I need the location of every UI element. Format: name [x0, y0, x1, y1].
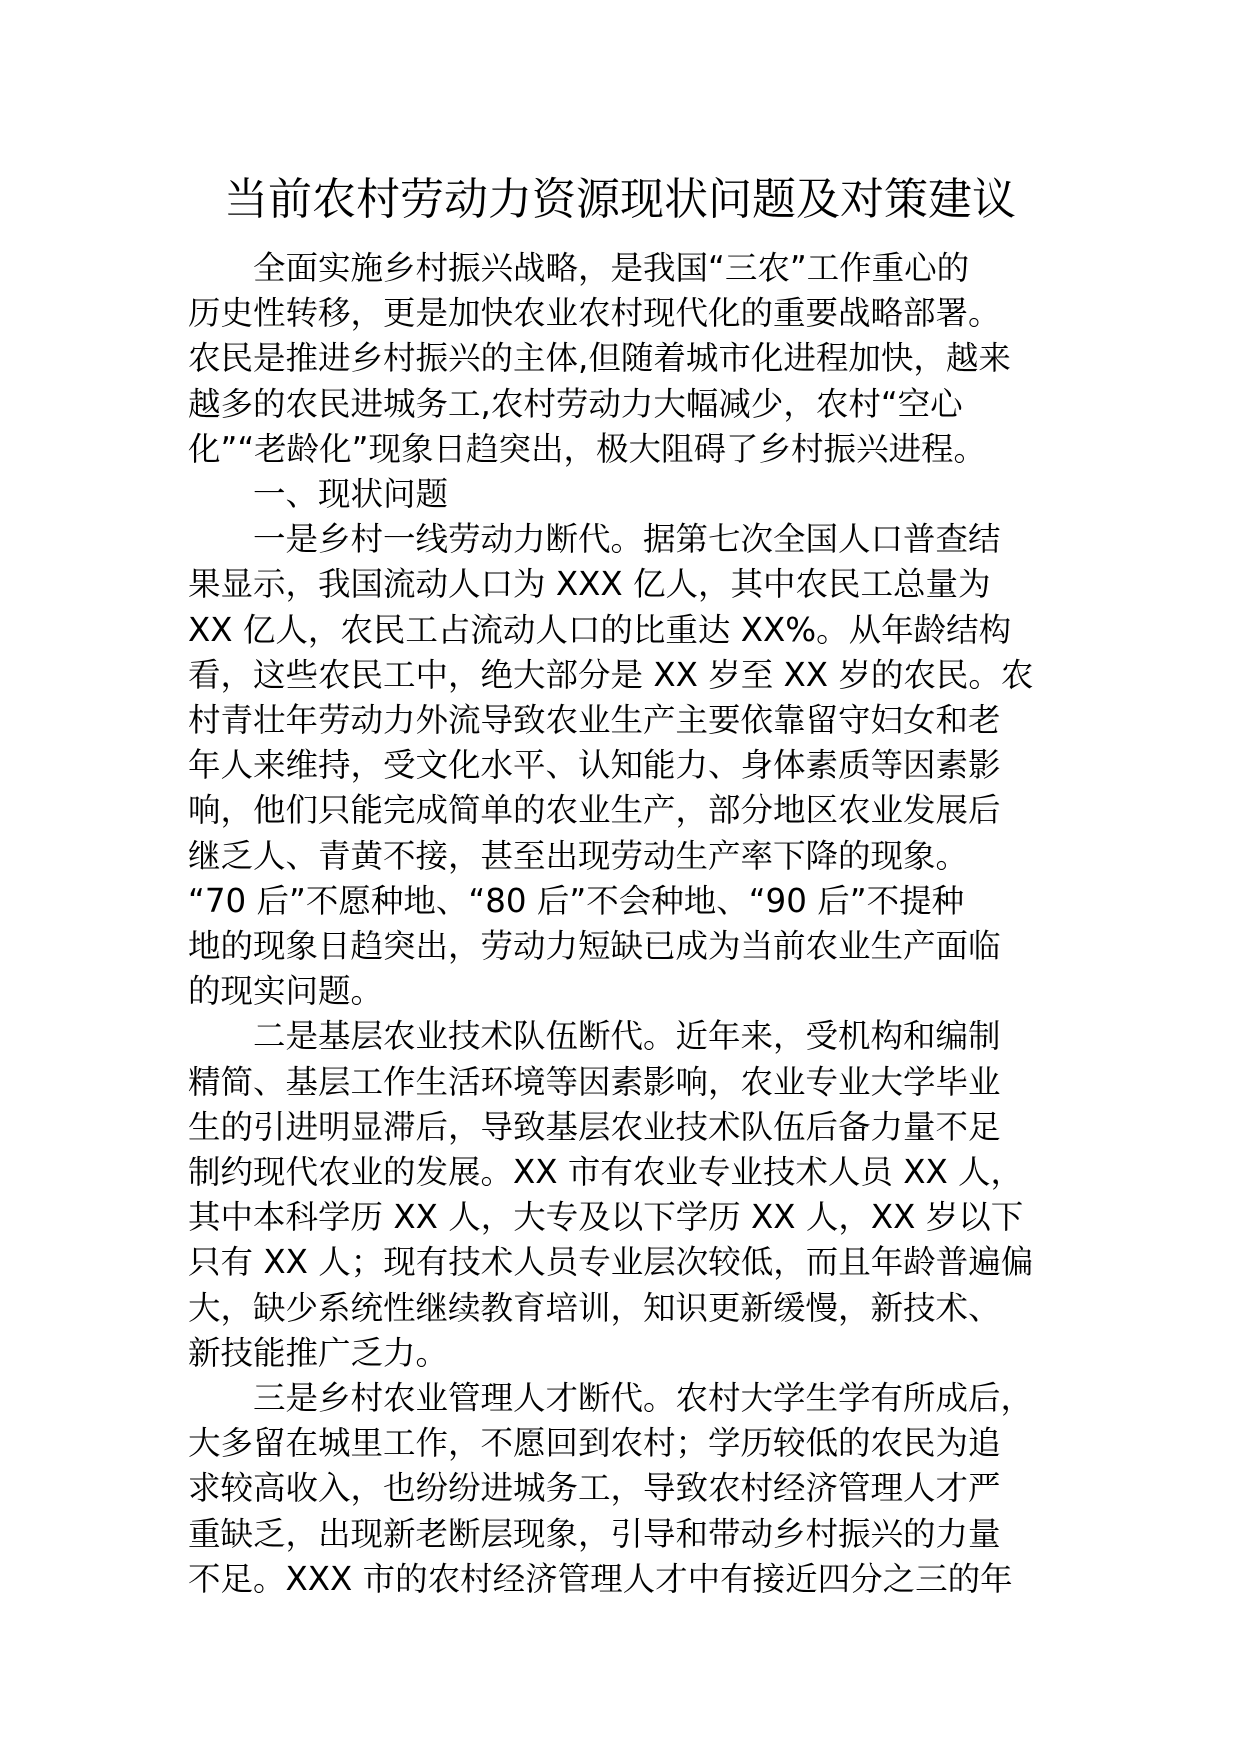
text-line: 制约现代农业的发展。XX 市有农业专业技术人员 XX 人，	[188, 1153, 1024, 1192]
text-line: 继乏人、青黄不接，甚至出现劳动生产率下降的现象。	[188, 836, 969, 875]
text-line: “70 后”不愿种地、“80 后”不会种地、“90 后”不提种	[188, 881, 965, 920]
text-line: 求较高收入，也纷纷进城务工，导致农村经济管理人才严	[188, 1469, 1001, 1508]
text-line: 农民是推进乡村振兴的主体,但随着城市化进程加快，越来	[188, 339, 1011, 378]
text-line: 只有 XX 人；现有技术人员专业层次较低，而且年龄普遍偏	[188, 1243, 1034, 1282]
text-line: 二是基层农业技术队伍断代。近年来，受机构和编制	[253, 1017, 1001, 1056]
paragraph-tech-team	[188, 1014, 1073, 1376]
text-line: 看，这些农民工中，绝大部分是 XX 岁至 XX 岁的农民。农	[188, 655, 1034, 694]
text-line: 新技能推广乏力。	[188, 1333, 449, 1372]
text-line: 全面实施乡村振兴战略，是我国“三农”工作重心的	[253, 249, 970, 287]
paragraph-labor-gap	[188, 517, 1073, 1014]
text-line: 一、现状问题	[253, 475, 449, 514]
text-line: 大，缺少系统性继续教育培训，知识更新缓慢，新技术、	[188, 1288, 1001, 1327]
text-line: 果显示，我国流动人口为 XXX 亿人，其中农民工总量为	[188, 565, 991, 604]
text-line: 精简、基层工作生活环境等因素影响，农业专业大学毕业	[188, 1062, 1001, 1101]
text-line: 生的引进明显滞后，导致基层农业技术队伍后备力量不足	[188, 1107, 1001, 1146]
document-title: 当前农村劳动力资源现状问题及对策建议	[224, 174, 1016, 225]
text-line: 历史性转移，更是加快农业农村现代化的重要战略部署。	[188, 294, 1001, 333]
text-line: 响，他们只能完成简单的农业生产，部分地区农业发展后	[188, 791, 1001, 830]
text-line: 年人来维持，受文化水平、认知能力、身体素质等因素影	[188, 746, 1001, 785]
text-line: 大多留在城里工作，不愿回到农村；学历较低的农民为追	[188, 1424, 1001, 1463]
text-line: 地的现象日趋突出，劳动力短缺已成为当前农业生产面临	[188, 927, 1001, 966]
paragraph-management	[188, 1376, 1073, 1602]
text-line: 的现实问题。	[188, 972, 384, 1011]
paragraph-intro	[188, 246, 1073, 472]
text-line: 重缺乏，出现新老断层现象，引导和带动乡村振兴的力量	[188, 1514, 1001, 1553]
text-line: 村青壮年劳动力外流导致农业生产主要依靠留守妇女和老	[188, 701, 1001, 740]
text-line: XX 亿人，农民工占流动人口的比重达 XX%。从年龄结构	[188, 610, 1012, 649]
text-line: 越多的农民进城务工,农村劳动力大幅减少，农村“空心	[188, 384, 963, 423]
text-line: 三是乡村农业管理人才断代。农村大学生学有所成后，	[253, 1379, 1034, 1418]
text-line: 一是乡村一线劳动力断代。据第七次全国人口普查结	[253, 520, 1001, 559]
text-line: 不足。XXX 市的农村经济管理人才中有接近四分之三的年	[188, 1559, 1013, 1598]
text-line: 其中本科学历 XX 人，大专及以下学历 XX 人，XX 岁以下	[188, 1198, 1024, 1237]
text-line: 化”“老龄化”现象日趋突出，极大阻碍了乡村振兴进程。	[188, 429, 987, 468]
section-heading	[188, 472, 1073, 517]
document-body	[188, 246, 1073, 1602]
